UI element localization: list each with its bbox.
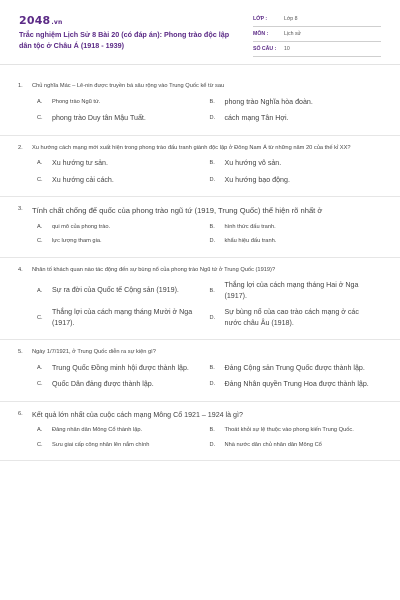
option-text: phong trào Nghĩa hòa đoàn. bbox=[224, 97, 313, 106]
meta-label: SỐ CÂU : bbox=[253, 46, 277, 52]
option-text: lực lượng tham gia. bbox=[52, 238, 102, 244]
answer-option-d[interactable] bbox=[210, 237, 383, 246]
option-letter: C. bbox=[37, 115, 43, 122]
option-text: Đảng nhân dân Mông Cổ thành lập. bbox=[52, 427, 143, 433]
option-text: hình thức đấu tranh. bbox=[224, 223, 276, 230]
answer-option-b[interactable] bbox=[210, 280, 383, 301]
meta-label: MÔN : bbox=[253, 31, 269, 37]
document-title: Trắc nghiệm Lịch Sử 8 Bài 20 (có đáp án): Phong trào độc lập dân tộc ở Châu Á (1918 - 1939) bbox=[19, 30, 230, 50]
question-2 bbox=[0, 136, 400, 198]
option-text: Xu hướng cải cách. bbox=[52, 175, 114, 184]
answer-option-a[interactable] bbox=[37, 97, 210, 108]
answer-option-a[interactable] bbox=[37, 158, 210, 169]
question-text: Tính chất chống đế quốc của phong trào ngũ tứ (1919, Trung Quốc) thể hiện rõ nhất ở bbox=[32, 206, 323, 215]
option-letter: D. bbox=[209, 238, 216, 245]
option-letter: B. bbox=[209, 287, 215, 294]
answer-options bbox=[18, 223, 382, 252]
option-text: Sưu giai cấp công nhân lên nắm chính bbox=[52, 441, 150, 448]
option-text: Xu hướng vô sản. bbox=[224, 159, 282, 167]
option-letter: C. bbox=[37, 441, 43, 448]
meta-value: 10 bbox=[284, 46, 290, 52]
option-text: Phong trào Ngũ tứ. bbox=[52, 98, 101, 105]
option-letter: B. bbox=[209, 160, 215, 167]
answer-options bbox=[18, 280, 382, 334]
logo-suffix: .vn bbox=[51, 19, 63, 26]
answer-option-b[interactable] bbox=[210, 363, 383, 374]
answer-option-c[interactable] bbox=[37, 175, 210, 186]
question-row bbox=[18, 82, 382, 91]
answer-options bbox=[18, 158, 382, 191]
option-letter: A. bbox=[37, 98, 43, 105]
answer-option-d[interactable] bbox=[210, 175, 383, 186]
document-meta bbox=[253, 14, 381, 59]
question-text: Chủ nghĩa Mác – Lê-nin được truyền bá sâu rộng vào Trung Quốc kể từ sau bbox=[32, 83, 225, 89]
site-logo[interactable] bbox=[19, 14, 62, 27]
option-text: cách mạng Tân Hợi. bbox=[224, 114, 289, 122]
meta-value: Lớp 8 bbox=[284, 16, 298, 22]
answer-option-b[interactable] bbox=[210, 223, 383, 232]
option-text: Quốc Dân đảng được thành lập. bbox=[52, 380, 154, 388]
question-list bbox=[0, 74, 400, 461]
option-text: khẩu hiệu đấu tranh. bbox=[224, 238, 277, 244]
option-letter: D. bbox=[209, 381, 216, 388]
option-text: Sự ra đời của Quốc tế Cộng sản (1919). bbox=[52, 286, 179, 295]
question-row bbox=[18, 205, 382, 217]
option-letter: A. bbox=[37, 223, 43, 230]
question-number: 2. bbox=[18, 144, 23, 151]
question-number: 5. bbox=[18, 349, 23, 355]
question-number: 6. bbox=[18, 410, 23, 417]
answer-options bbox=[18, 363, 382, 396]
answer-option-c[interactable] bbox=[37, 237, 210, 246]
option-text: Thắng lợi của cách mạng tháng Hai ở Nga (1917). bbox=[224, 281, 359, 300]
question-row bbox=[18, 144, 382, 153]
answer-option-b[interactable] bbox=[210, 97, 383, 108]
question-text: Nhân tố khách quan nào tác động đến sự bùng nổ của phong trào Ngũ tứ ở Trung Quốc (1919)? bbox=[32, 266, 276, 273]
answer-option-d[interactable] bbox=[210, 441, 383, 450]
question-4 bbox=[0, 258, 400, 341]
answer-option-b[interactable] bbox=[210, 426, 383, 435]
question-3 bbox=[0, 197, 400, 258]
answer-option-a[interactable] bbox=[37, 363, 210, 374]
answer-option-c[interactable] bbox=[37, 379, 210, 390]
question-text: Kết quả lớn nhất của cuộc cách mạng Mông Cổ 1921 – 1924 là gì? bbox=[32, 410, 243, 419]
answer-options bbox=[18, 97, 382, 130]
question-number: 4. bbox=[18, 266, 23, 273]
option-text: Nhà nước dân chủ nhân dân Mông Cổ bbox=[224, 441, 322, 448]
option-text: Xu hướng tư sản. bbox=[52, 159, 108, 167]
answer-option-a[interactable] bbox=[37, 426, 210, 435]
option-letter: D. bbox=[209, 115, 216, 122]
option-letter: A. bbox=[37, 364, 43, 371]
question-text: Xu hướng cách mạng mới xuất hiện trong phong trào đấu tranh giành độc lập ở Đông Nam Á từ những năm 20 của thế kỉ XX? bbox=[32, 144, 351, 151]
document-header bbox=[0, 0, 400, 64]
option-letter: A. bbox=[37, 427, 43, 434]
meta-value: Lịch sử bbox=[284, 31, 302, 37]
option-text: Đảng Nhân quyền Trung Hoa được thành lập. bbox=[224, 380, 369, 388]
answer-option-c[interactable] bbox=[37, 307, 210, 328]
question-number: 1. bbox=[18, 83, 23, 89]
answer-option-a[interactable] bbox=[37, 280, 210, 301]
option-letter: C. bbox=[37, 381, 43, 388]
option-text: Thoát khỏi sự lệ thuộc vào phong kiến Trung Quốc. bbox=[224, 427, 354, 433]
answer-option-c[interactable] bbox=[37, 441, 210, 450]
option-letter: C. bbox=[37, 176, 43, 183]
answer-option-a[interactable] bbox=[37, 223, 210, 232]
option-letter: B. bbox=[209, 98, 215, 105]
option-text: phong trào Duy tân Mậu Tuất. bbox=[52, 114, 146, 122]
header-divider bbox=[0, 64, 400, 65]
option-letter: C. bbox=[37, 238, 43, 245]
option-letter: D. bbox=[209, 441, 216, 448]
meta-label: LỚP : bbox=[253, 16, 268, 22]
answer-option-b[interactable] bbox=[210, 158, 383, 169]
answer-option-d[interactable] bbox=[210, 307, 383, 328]
option-letter: B. bbox=[209, 364, 215, 371]
question-number: 3. bbox=[18, 206, 23, 212]
answer-option-d[interactable] bbox=[210, 113, 383, 124]
meta-row-count bbox=[253, 44, 381, 57]
option-letter: C. bbox=[37, 314, 43, 321]
question-row bbox=[18, 266, 382, 275]
option-letter: A. bbox=[37, 160, 43, 167]
answer-options bbox=[18, 426, 382, 455]
option-text: Đảng Cộng sản Trung Quốc được thành lập. bbox=[224, 363, 365, 372]
option-letter: B. bbox=[209, 223, 215, 230]
option-letter: A. bbox=[37, 287, 43, 294]
question-text: Ngày 1/7/1921, ở Trung Quốc diễn ra sự kiện gì? bbox=[32, 349, 156, 355]
option-text: Thắng lợi của cách mạng tháng Mười ở Nga (1917). bbox=[52, 308, 193, 327]
question-6 bbox=[0, 402, 400, 462]
option-text: Xu hướng bạo động. bbox=[224, 175, 290, 184]
question-row bbox=[18, 410, 382, 421]
answer-option-d[interactable] bbox=[210, 379, 383, 390]
meta-row-subject bbox=[253, 29, 381, 42]
question-row bbox=[18, 348, 382, 357]
option-text: qui mô của phong trào. bbox=[52, 223, 111, 230]
question-5 bbox=[0, 340, 400, 402]
option-letter: D. bbox=[209, 314, 216, 321]
option-text: Trung Quốc Đồng minh hội được thành lập. bbox=[52, 363, 189, 372]
option-letter: B. bbox=[209, 427, 215, 434]
option-letter: D. bbox=[209, 176, 216, 183]
meta-row-class bbox=[253, 14, 381, 27]
logo-text: 2048 bbox=[19, 14, 51, 27]
option-text: Sự bùng nổ của cao trào cách mạng ở các nước châu Âu (1918). bbox=[224, 308, 359, 327]
answer-option-c[interactable] bbox=[37, 113, 210, 124]
question-1 bbox=[0, 74, 400, 136]
